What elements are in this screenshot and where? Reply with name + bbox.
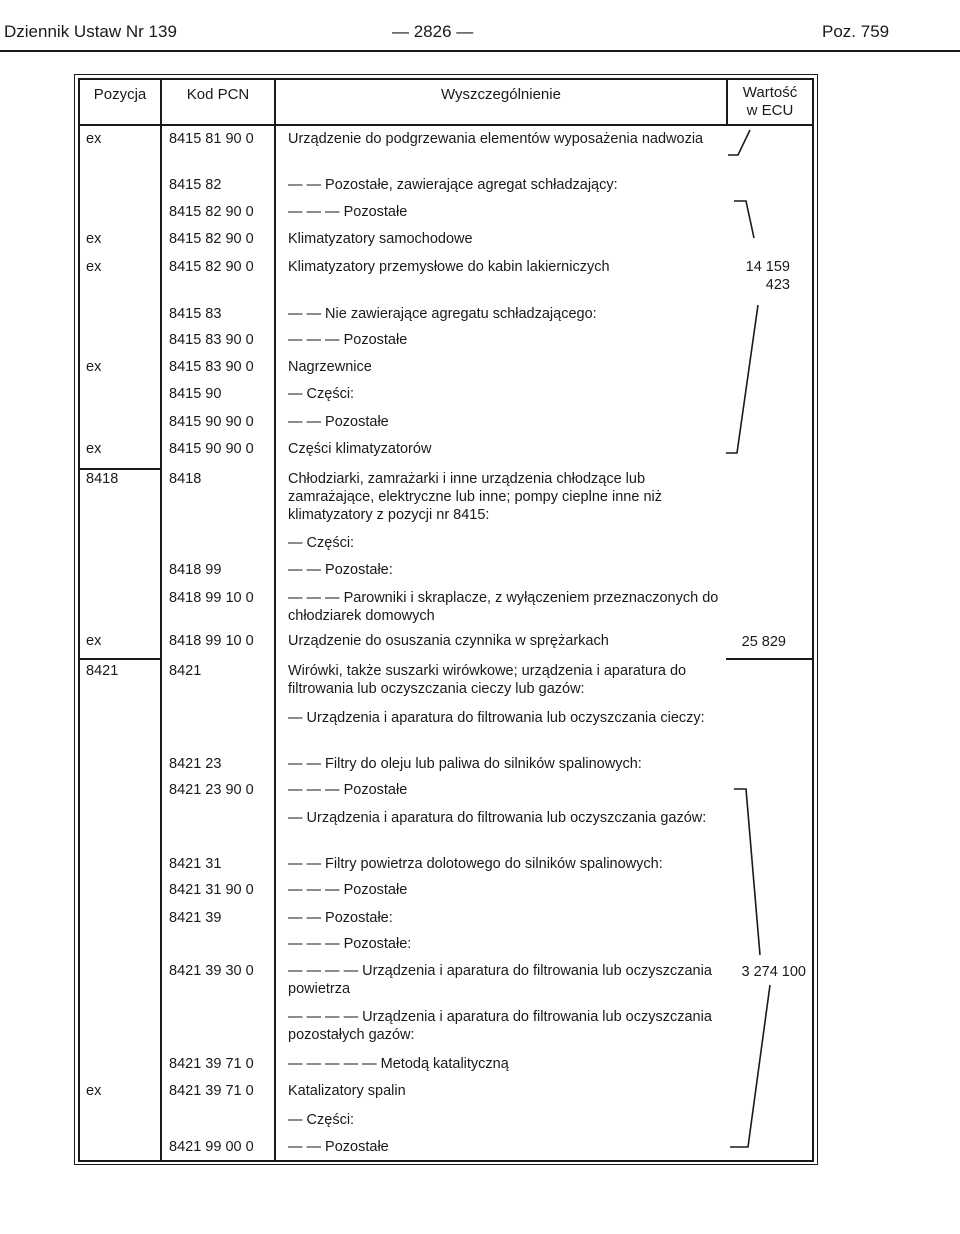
bracket-stroke <box>734 201 754 238</box>
description-cell: — — — Pozostałe <box>288 332 408 348</box>
pozycja-cell: ex <box>86 633 102 649</box>
kod-pcn-cell: 8415 83 <box>169 306 222 322</box>
kod-pcn-cell: 8421 39 <box>169 910 222 926</box>
description-cell: Urządzenie do podgrzewania elementów wyposażenia nadwozia <box>288 131 704 147</box>
description-cell: — Części: <box>288 535 355 551</box>
description-cell: — Części: <box>288 1112 355 1128</box>
column-header-kod: Kod PCN <box>186 86 250 103</box>
description-cell: — Części: <box>288 386 355 402</box>
kod-pcn-cell: 8415 83 90 0 <box>169 359 254 375</box>
pozycja-cell: ex <box>86 131 102 147</box>
kod-pcn-cell: 8418 99 <box>169 562 222 578</box>
description-cell: — Urządzenia i aparatura do filtrowania lub oczyszczania gazów: <box>288 810 707 826</box>
pozycja-cell: ex <box>86 231 102 247</box>
description-cell: — — — Pozostałe <box>288 882 408 898</box>
kod-pcn-cell: 8418 99 10 0 <box>169 633 254 649</box>
kod-pcn-cell: 8415 82 <box>169 177 222 193</box>
kod-pcn-cell: 8415 82 90 0 <box>169 204 254 220</box>
description-cell: Chłodziarki, zamrażarki i inne urządzenia chłodzące lub zamrażające, elektryczne lub inne; pompy cieplne inne niż klimatyzatory z pozycji nr 8415: <box>288 471 662 523</box>
journal-title: Dziennik Ustaw Nr 139 <box>4 22 177 41</box>
description-cell: — — — Pozostałe: <box>288 936 412 952</box>
kod-pcn-cell: 8415 81 90 0 <box>169 131 254 147</box>
description-cell: — — Pozostałe: <box>288 562 393 578</box>
description-cell: Klimatyzatory przemysłowe do kabin lakierniczych <box>288 259 610 275</box>
value-cell: 25 829 <box>741 634 786 650</box>
description-cell: Części klimatyzatorów <box>288 441 432 457</box>
page-number: — 2826 — <box>392 22 474 41</box>
position-number: Poz. 759 <box>822 22 890 41</box>
description-cell: — — — Pozostałe <box>288 204 408 220</box>
pozycja-cell: ex <box>86 441 102 457</box>
kod-pcn-cell: 8418 <box>169 471 202 487</box>
kod-pcn-cell: 8421 31 90 0 <box>169 882 254 898</box>
column-header-description: Wyszczególnienie <box>441 86 561 103</box>
description-cell: — Urządzenia i aparatura do filtrowania lub oczyszczania cieczy: <box>288 710 705 726</box>
pozycja-cell: ex <box>86 359 102 375</box>
description-cell: — — Pozostałe <box>288 414 389 430</box>
column-header-value: Wartość w ECU <box>742 84 798 119</box>
description-cell: — — Filtry do oleju lub paliwa do silników spalinowych: <box>288 756 642 772</box>
description-cell: Katalizatory spalin <box>288 1083 406 1099</box>
kod-pcn-cell: 8415 90 90 0 <box>169 414 254 430</box>
description-cell: Urządzenie do osuszania czynnika w sprężarkach <box>288 633 609 649</box>
description-cell: — — Pozostałe, zawierające agregat schładzający: <box>288 177 618 193</box>
description-cell: — — — — Urządzenia i aparatura do filtrowania lub oczyszczania powietrza <box>288 963 712 997</box>
kod-pcn-cell: 8421 <box>169 663 202 679</box>
kod-pcn-cell: 8421 23 <box>169 756 222 772</box>
pozycja-cell: ex <box>86 259 102 275</box>
bracket-stroke <box>730 985 770 1147</box>
kod-pcn-cell: 8421 39 71 0 <box>169 1056 254 1072</box>
pozycja-cell: 8418 <box>86 471 119 487</box>
pozycja-cell: 8421 <box>86 663 119 679</box>
bracket-stroke <box>728 130 750 155</box>
kod-pcn-cell: 8421 31 <box>169 856 222 872</box>
description-cell: Klimatyzatory samochodowe <box>288 231 473 247</box>
bracket-stroke <box>726 305 758 453</box>
value-cell: 3 274 100 <box>741 964 806 980</box>
description-cell: — — — Pozostałe <box>288 782 408 798</box>
description-cell: — — Filtry powietrza dolotowego do silników spalinowych: <box>288 856 663 872</box>
kod-pcn-cell: 8415 90 <box>169 386 222 402</box>
description-cell: — — Pozostałe: <box>288 910 393 926</box>
kod-pcn-cell: 8421 99 00 0 <box>169 1139 254 1155</box>
kod-pcn-cell: 8415 82 90 0 <box>169 259 254 275</box>
description-cell: — — — Parowniki i skraplacze, z wyłączeniem przeznaczonych do chłodziarek domowych <box>288 590 719 624</box>
bracket-stroke <box>734 789 760 955</box>
kod-pcn-cell: 8421 39 71 0 <box>169 1083 254 1099</box>
column-header-pozycja: Pozycja <box>93 86 147 103</box>
description-cell: Wirówki, także suszarki wirówkowe; urządzenia i aparatura do filtrowania lub oczyszczania cieczy lub gazów: <box>288 663 687 697</box>
kod-pcn-cell: 8415 82 90 0 <box>169 231 254 247</box>
value-cell: 14 159 423 <box>745 259 790 293</box>
kod-pcn-cell: 8418 99 10 0 <box>169 590 254 606</box>
kod-pcn-cell: 8421 23 90 0 <box>169 782 254 798</box>
description-cell: — — — — Urządzenia i aparatura do filtrowania lub oczyszczania pozostałych gazów: <box>288 1009 712 1043</box>
kod-pcn-cell: 8415 90 90 0 <box>169 441 254 457</box>
description-cell: — — — — — Metodą katalityczną <box>288 1056 509 1072</box>
description-cell: Nagrzewnice <box>288 359 372 375</box>
kod-pcn-cell: 8415 83 90 0 <box>169 332 254 348</box>
kod-pcn-cell: 8421 39 30 0 <box>169 963 254 979</box>
pozycja-cell: ex <box>86 1083 102 1099</box>
description-cell: — — Pozostałe <box>288 1139 389 1155</box>
description-cell: — — Nie zawierające agregatu schładzającego: <box>288 306 597 322</box>
